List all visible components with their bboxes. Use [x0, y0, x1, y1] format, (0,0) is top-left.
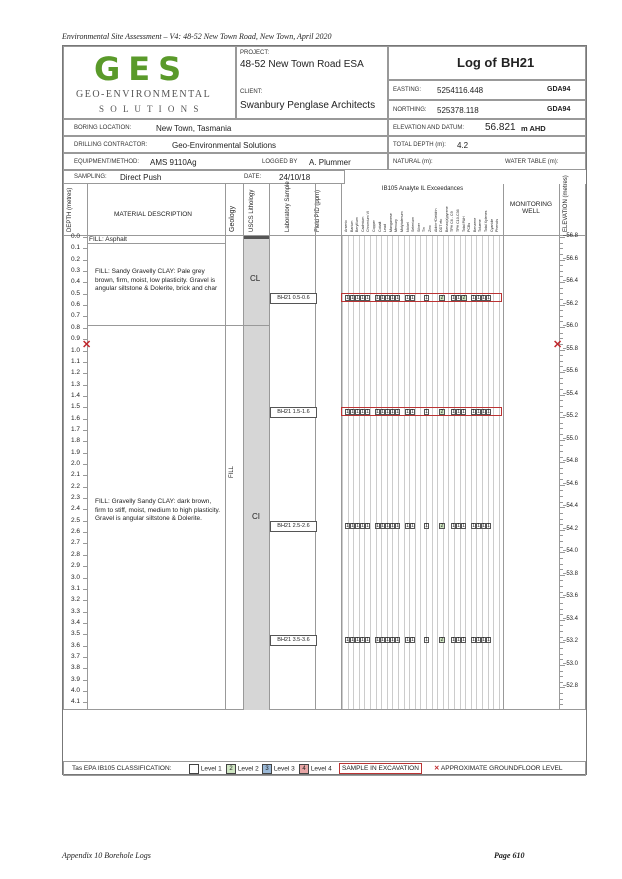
depth-tick: 0.1 — [71, 244, 81, 252]
logo-block — [63, 46, 236, 119]
analyte-label: Phenols — [495, 219, 500, 232]
analyte-label: Cobalt — [377, 221, 382, 232]
exceedance-level-box: 1 — [386, 637, 389, 643]
level1-swatch — [189, 764, 199, 774]
depth-tick: 3.7 — [71, 652, 81, 660]
exceedance-level-box: 1 — [477, 523, 480, 529]
date-label: DATE: — [244, 174, 262, 180]
boring-location-label: BORING LOCATION: — [74, 125, 132, 131]
exceedance-level-box: 1 — [346, 295, 349, 301]
elevation-datum-value: 56.821 — [485, 122, 516, 133]
sample-exceedance-row — [341, 293, 502, 302]
elevation-tick: –56.0 — [563, 323, 579, 329]
depth-tick: 0.9 — [71, 335, 81, 343]
exceedance-level-box: 1 — [381, 409, 384, 415]
exceedance-level-box: 1 — [425, 295, 428, 301]
water-table-label: WATER TABLE (m): — [505, 159, 559, 165]
analyte-label: Total PAH — [461, 216, 466, 232]
groundfloor-marker-left: ✕ — [82, 339, 92, 351]
sampling-value: Direct Push — [120, 173, 162, 182]
logo-line2: S O L U T I O N S — [99, 104, 201, 114]
col-depth: DEPTH (metres) — [67, 187, 73, 232]
drilling-contractor-value: Geo-Environmental Solutions — [172, 141, 277, 150]
elevation-datum-label: ELEVATION AND DATUM: — [393, 125, 465, 131]
exceedance-level-box: 1 — [391, 409, 394, 415]
exceedance-level-box: 1 — [346, 637, 349, 643]
sample-label: BH21 1.5-1.6 — [270, 407, 317, 418]
depth-tick: 0.3 — [71, 267, 81, 275]
legend-prefix: Tas EPA IB105 CLASSIFICATION: — [72, 765, 172, 772]
exceedance-level-box: 1 — [462, 637, 465, 643]
drilling-contractor-row — [63, 136, 388, 153]
depth-tick: 2.1 — [71, 471, 81, 479]
exceedance-level-box: 1 — [487, 523, 490, 529]
elevation-tick: –55.4 — [563, 390, 579, 397]
exceedance-level-box: 1 — [462, 409, 465, 415]
analyte-label: Manganese — [388, 213, 393, 232]
exceedance-level-box: 1 — [472, 409, 475, 415]
exceedance-level-box: 1 — [482, 409, 485, 415]
exceedance-level-box: 1 — [376, 523, 379, 529]
footer-left: Appendix 10 Borehole Logs — [62, 851, 151, 860]
sample-exceedance-row — [341, 407, 502, 416]
depth-tick: 2.4 — [71, 505, 81, 513]
ges-logo: GES — [94, 50, 190, 88]
elevation-tick: –56.4 — [563, 278, 579, 284]
logged-by-label: LOGGED BY — [262, 159, 298, 165]
logged-by-value: A. Plummer — [309, 158, 351, 167]
exceedance-level-box: 1 — [482, 295, 485, 301]
log-title-block — [388, 46, 586, 80]
exceedance-level-box: 1 — [457, 409, 460, 415]
project-label: PROJECT: — [240, 50, 270, 56]
col-ib105: IB105 Analyte IL Exceedances — [381, 186, 464, 192]
northing-value: 525378.118 — [437, 106, 479, 115]
exceedance-level-box: 1 — [366, 295, 369, 301]
geology-fill-label: FILL — [229, 465, 235, 478]
exceedance-level-box: 1 — [386, 523, 389, 529]
exceedance-level-box: 1 — [376, 295, 379, 301]
analyte-label: TPH C6 - C9 — [450, 211, 455, 232]
exceedance-level-box: 1 — [411, 637, 414, 643]
project-value: 48-52 New Town Road ESA — [240, 59, 364, 70]
exceedance-level-box: 1 — [356, 409, 359, 415]
depth-tick: 2.7 — [71, 539, 81, 547]
analyte-label: Beryllium — [355, 217, 360, 232]
exceedance-level-box: 1 — [391, 523, 394, 529]
sample-label: BH21 0.5-0.6 — [270, 293, 317, 304]
exceedance-level-box: 1 — [452, 637, 455, 643]
client-label: CLIENT: — [240, 89, 263, 95]
analyte-label: Mercury — [394, 219, 399, 232]
exceedance-level-box: 1 — [381, 295, 384, 301]
exceedance-level-box: 2 — [440, 523, 444, 529]
elevation-tick: –53.8 — [563, 570, 579, 577]
depth-tick: 2.6 — [71, 528, 81, 536]
elevation-tick: –53.0 — [563, 660, 579, 667]
elevation-tick: –56.8 — [563, 233, 579, 239]
exceedance-level-box: 1 — [452, 523, 455, 529]
exceedance-level-box: 2 — [462, 295, 466, 301]
boring-location-row — [63, 119, 388, 136]
exceedance-level-box: 2 — [440, 409, 444, 415]
depth-tick: 0.0 — [71, 233, 81, 240]
easting-row — [388, 80, 586, 100]
exceedance-level-box: 1 — [406, 637, 409, 643]
analyte-label: Molybdenum — [400, 211, 404, 232]
exceedance-level-box: 2 — [440, 637, 444, 643]
exceedance-level-box: 1 — [386, 409, 389, 415]
exceedance-level-box: 1 — [406, 295, 409, 301]
depth-tick: 1.6 — [71, 414, 81, 422]
depth-tick: 1.4 — [71, 391, 81, 399]
easting-datum: GDA94 — [547, 86, 571, 93]
analyte-label: PCBs — [467, 222, 472, 232]
analyte-label: Benzo(a)pyrene — [444, 206, 449, 232]
exceedance-level-box: 1 — [366, 409, 369, 415]
project-block — [236, 46, 388, 119]
exceedance-level-box: 1 — [376, 637, 379, 643]
equipment-value: AMS 9110Ag — [150, 158, 197, 167]
log-id: BH21 — [501, 55, 535, 70]
depth-tick: 3.5 — [71, 630, 81, 638]
northing-row — [388, 100, 586, 119]
analyte-label: Lead — [383, 224, 388, 232]
exceedance-level-box: 1 — [376, 409, 379, 415]
exceedance-level-box: 1 — [396, 409, 399, 415]
exceedance-level-box: 1 — [411, 295, 414, 301]
exceedance-level-box: 1 — [361, 637, 364, 643]
exceedance-level-box: 1 — [346, 523, 349, 529]
sample-label: BH21 3.5-3.6 — [270, 635, 317, 646]
client-value: Swanbury Penglase Architects — [240, 100, 376, 111]
col-geology: Geology — [229, 205, 236, 232]
depth-tick: 0.6 — [71, 301, 81, 309]
exceedance-level-box: 1 — [487, 637, 490, 643]
exceedance-level-box: 1 — [356, 295, 359, 301]
depth-tick: 1.9 — [71, 448, 81, 456]
elevation-tick: –55.8 — [563, 345, 579, 352]
exceedance-level-box: 1 — [366, 637, 369, 643]
borehole-log-sheet — [62, 45, 587, 775]
sample-exceedance-row — [341, 521, 502, 530]
elevation-tick: –53.2 — [563, 638, 579, 644]
equipment-label: EQUIPMENT/METHOD: — [74, 159, 140, 165]
exceedance-level-box: 1 — [391, 295, 394, 301]
depth-tick: 0.2 — [71, 255, 81, 263]
depth-tick: 2.8 — [71, 550, 81, 558]
exceedance-level-box: 1 — [361, 523, 364, 529]
depth-tick: 1.8 — [71, 437, 81, 445]
exceedance-level-box: 1 — [477, 295, 480, 301]
analyte-label: Silver — [416, 223, 421, 232]
legend-level1: Level 1 — [189, 764, 222, 774]
col-pid: Field PID (ppm) — [315, 189, 321, 232]
legend-level3: 3 Level 3 — [262, 764, 295, 774]
exceedance-level-box: 1 — [457, 295, 460, 301]
col-lab: Laboratory Sample — [285, 181, 291, 232]
exceedance-level-box: 1 — [472, 637, 475, 643]
depth-tick: 3.2 — [71, 596, 81, 604]
analyte-label: Zinc — [428, 225, 432, 232]
exceedance-level-box: 1 — [477, 409, 480, 415]
analyte-label: Barium — [349, 220, 354, 232]
easting-label: EASTING: — [393, 87, 422, 93]
elevation-tick: –54.6 — [563, 480, 579, 487]
exceedance-level-box: 1 — [487, 295, 490, 301]
exceedance-level-box: 1 — [366, 523, 369, 529]
date-value: 24/10/18 — [279, 173, 311, 182]
analyte-label: Tin — [422, 227, 427, 232]
exceedance-level-box: 1 — [411, 409, 414, 415]
exceedance-level-box: 1 — [351, 295, 354, 301]
depth-tick: 1.7 — [71, 425, 81, 433]
analyte-label: Cyanide — [489, 218, 494, 232]
asphalt-band — [244, 236, 269, 239]
elevation-tick: –53.4 — [563, 615, 579, 622]
exceedance-level-box: 1 — [425, 637, 428, 643]
col-material: MATERIAL DESCRIPTION — [113, 211, 192, 218]
depth-tick: 2.0 — [71, 460, 81, 467]
exceedance-level-box: 1 — [386, 295, 389, 301]
exceedance-level-box: 1 — [361, 409, 364, 415]
natural-water-row — [388, 153, 586, 170]
col-uscs: USCS Lithology — [249, 189, 255, 232]
analyte-label: Benzene — [472, 217, 477, 232]
layer-3-description: FILL: Gravelly Sandy CLAY: dark brown, firm to stiff, moist, medium to high plasticity. Gravel is angular siltstone & Dolerite. — [95, 498, 221, 522]
elevation-tick: –55.6 — [563, 368, 579, 374]
exceedance-level-box: 1 — [346, 409, 349, 415]
layer-2-description: FILL: Sandy Gravelly CLAY: Pale grey brown, firm, moist, low plasticity. Gravel is angular siltstone & Dolerite, brick and char — [95, 268, 218, 292]
uscs-lithology-fill — [244, 236, 269, 710]
exceedance-level-box: 1 — [356, 523, 359, 529]
analyte-label: TPH C10-C36 — [456, 209, 460, 232]
sampling-row — [63, 170, 345, 184]
log-title: Log of — [457, 55, 497, 70]
groundfloor-marker-right: ✕ — [553, 339, 563, 351]
depth-tick: 1.0 — [71, 346, 81, 354]
legend-level2: 2 Level 2 — [226, 764, 259, 774]
analyte-label: DDT etc — [439, 218, 444, 232]
analyte-label: Chromium VI — [366, 211, 371, 232]
page-header-line: Environmental Site Assessment – V4: 48-52 New Town Road, New Town, April 2020 — [62, 32, 332, 41]
exceedance-level-box: 1 — [351, 637, 354, 643]
exceedance-level-box: 1 — [411, 523, 414, 529]
depth-tick: 2.2 — [71, 482, 81, 490]
depth-tick: 4.1 — [71, 698, 81, 706]
exceedance-level-box: 1 — [396, 637, 399, 643]
exceedance-level-box: 1 — [452, 295, 455, 301]
equipment-row — [63, 153, 388, 170]
depth-tick: 3.1 — [71, 584, 81, 592]
analyte-label: Selenium — [411, 217, 416, 232]
exceedance-level-box: 1 — [381, 637, 384, 643]
northing-label: NORTHING: — [393, 107, 427, 113]
elevation-tick: –54.2 — [563, 525, 579, 532]
elevation-tick: –52.8 — [563, 683, 579, 689]
elevation-tick: –54.0 — [563, 548, 579, 554]
exceedance-level-box: 1 — [482, 523, 485, 529]
depth-tick: 0.5 — [71, 289, 81, 297]
exceedance-level-box: 2 — [440, 295, 444, 301]
legend-level4: 4 Level 4 — [299, 764, 332, 774]
analyte-label: Total Xylenes — [484, 210, 488, 232]
exceedance-level-box: 1 — [425, 523, 428, 529]
logo-line1: GEO-ENVIRONMENTAL — [76, 89, 212, 100]
log-body — [63, 236, 586, 710]
elevation-datum-unit: m AHD — [521, 124, 546, 133]
total-depth-label: TOTAL DEPTH (m): — [393, 142, 446, 148]
drilling-contractor-label: DRILLING CONTRACTOR: — [74, 142, 148, 148]
footer-right: Page 610 — [494, 851, 525, 860]
exceedance-level-box: 1 — [396, 523, 399, 529]
exceedance-level-box: 1 — [477, 637, 480, 643]
analyte-label: Arsenic — [344, 220, 348, 232]
depth-tick: 0.8 — [71, 323, 81, 331]
elevation-tick: –56.2 — [563, 300, 579, 307]
depth-tick: 3.8 — [71, 664, 81, 672]
exceedance-level-box: 1 — [381, 523, 384, 529]
depth-tick: 1.2 — [71, 369, 81, 377]
legend-groundfloor: ✕ APPROXIMATE GROUNDFLOOR LEVEL — [434, 765, 563, 772]
col-elevation: ELEVATION (metres) — [563, 175, 569, 232]
exceedance-level-box: 1 — [396, 295, 399, 301]
exceedance-level-box: 1 — [487, 409, 490, 415]
depth-tick: 0.7 — [71, 312, 81, 320]
exceedance-level-box: 1 — [425, 409, 428, 415]
exceedance-level-box: 1 — [452, 409, 455, 415]
exceedance-level-box: 1 — [482, 637, 485, 643]
depth-tick: 3.4 — [71, 618, 81, 626]
layer-2-uscs: CL — [250, 274, 261, 283]
elevation-tick: –56.6 — [563, 255, 579, 262]
elevation-tick: –54.4 — [563, 503, 579, 509]
easting-value: 5254116.448 — [437, 86, 484, 95]
exceedance-level-box: 1 — [391, 637, 394, 643]
depth-tick: 3.6 — [71, 641, 81, 649]
legend-excavation: SAMPLE IN EXCAVATION — [339, 763, 422, 774]
sampling-label: SAMPLING: — [74, 174, 107, 180]
total-depth-row — [388, 136, 586, 153]
depth-tick: 3.3 — [71, 607, 81, 615]
exceedance-level-box: 1 — [351, 523, 354, 529]
exceedance-level-box: 1 — [406, 409, 409, 415]
total-depth-value: 4.2 — [457, 141, 469, 150]
exceedance-level-box: 1 — [472, 523, 475, 529]
exceedance-level-box: 1 — [356, 637, 359, 643]
exceedance-level-box: 1 — [351, 409, 354, 415]
layer-3-uscs: CI — [252, 512, 260, 521]
analyte-label: Copper — [372, 220, 376, 232]
depth-tick: 4.0 — [71, 687, 81, 694]
elevation-datum-row — [388, 119, 586, 136]
analyte-label: Aldrin+Dieldrin — [433, 208, 438, 232]
elevation-tick: –55.2 — [563, 413, 579, 419]
natural-label: NATURAL (m): — [393, 159, 433, 165]
sample-exceedance-row — [341, 635, 502, 644]
analyte-label: Nickel — [405, 222, 410, 232]
col-monitoring: MONITORING WELL — [509, 201, 553, 215]
elevation-tick: –54.8 — [563, 458, 579, 464]
depth-tick: 2.3 — [71, 494, 81, 502]
exceedance-level-box: 1 — [361, 295, 364, 301]
depth-tick: 2.5 — [71, 516, 81, 524]
depth-tick: 3.0 — [71, 573, 81, 581]
exceedance-level-box: 1 — [406, 523, 409, 529]
depth-tick: 1.5 — [71, 403, 81, 411]
boring-location-value: New Town, Tasmania — [156, 124, 232, 133]
exceedance-level-box: 1 — [457, 637, 460, 643]
northing-datum: GDA94 — [547, 106, 571, 113]
exceedance-level-box: 1 — [462, 523, 465, 529]
depth-tick: 0.4 — [71, 278, 81, 286]
sample-label: BH21 2.5-2.6 — [270, 521, 317, 532]
elevation-tick: –53.6 — [563, 593, 579, 599]
analyte-label: Toluene — [478, 219, 483, 232]
elevation-tick: –55.0 — [563, 435, 579, 442]
exceedance-level-box: 1 — [472, 295, 475, 301]
exceedance-level-box: 1 — [457, 523, 460, 529]
analyte-label: Cadmium — [360, 216, 365, 232]
depth-tick: 1.3 — [71, 380, 81, 388]
layer-1-description: FILL: Asphalt — [89, 236, 127, 243]
legend-bar — [63, 761, 586, 776]
depth-tick: 2.9 — [71, 562, 81, 570]
depth-tick: 1.1 — [71, 357, 81, 365]
depth-tick: 3.9 — [71, 675, 81, 683]
